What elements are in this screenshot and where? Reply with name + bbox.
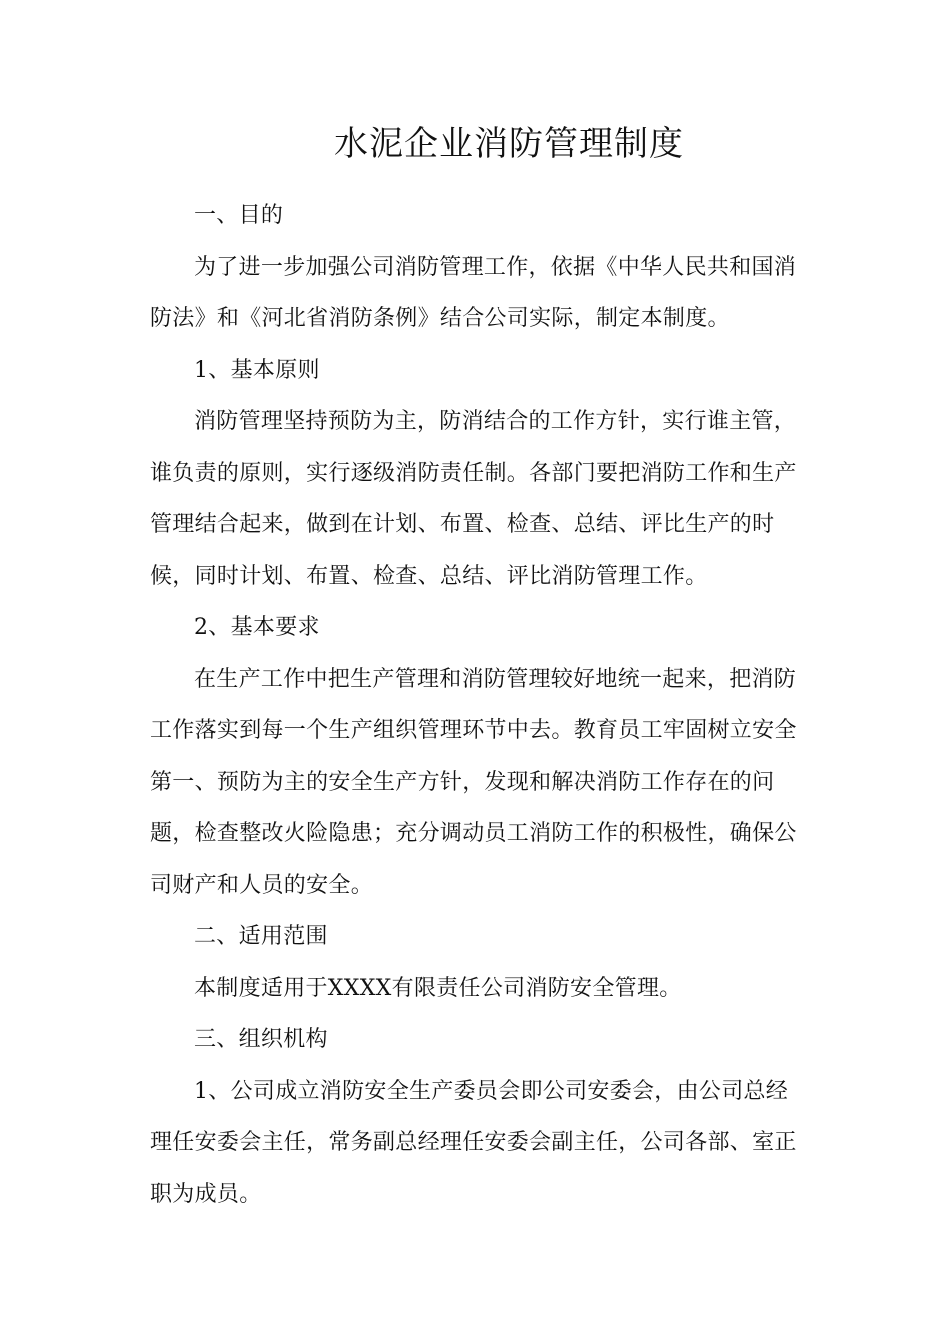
paragraph-organization: 1、公司成立消防安全生产委员会即公司安委会，由公司总经理任安委会主任，常务副总经理任安委会副主任，公司各部、室正职为成员。 (150, 1078, 797, 1207)
subheading-basic-principles: 1、基本原则 (194, 357, 320, 383)
paragraph-basic-principles: 消防管理坚持预防为主，防消结合的工作方针，实行谁主管，谁负责的原则，实行逐级消防责任制。各部门要把消防工作和生产管理结合起来，做到在计划、布置、检查、总结、评比生产的时候，同时计划、布置、检查、总结、评比消防管理工作。 (150, 409, 797, 589)
section-heading-purpose: 一、目的 (194, 203, 284, 228)
document-body (150, 190, 800, 1220)
section-heading-organization: 三、组织机构 (194, 1027, 328, 1052)
paragraph-basic-requirements: 在生产工作中把生产管理和消防管理较好地统一起来，把消防工作落实到每一个生产组织管理环节中去。教育员工牢固树立安全第一、预防为主的安全生产方针，发现和解决消防工作存在的问题，检查整改火险隐患；充分调动员工消防工作的积极性，确保公司财产和人员的安全。 (150, 666, 797, 898)
section-heading-scope: 二、适用范围 (194, 924, 328, 949)
document-title: 水泥企业消防管理制度 (334, 124, 684, 164)
paragraph-purpose: 为了进一步加强公司消防管理工作，依据《中华人民共和国消防法》和《河北省消防条例》结合公司实际，制定本制度。 (150, 254, 797, 331)
subheading-basic-requirements: 2、基本要求 (194, 615, 320, 640)
paragraph-scope: 本制度适用于XXXX有限责任公司消防安全管理。 (194, 975, 682, 1001)
